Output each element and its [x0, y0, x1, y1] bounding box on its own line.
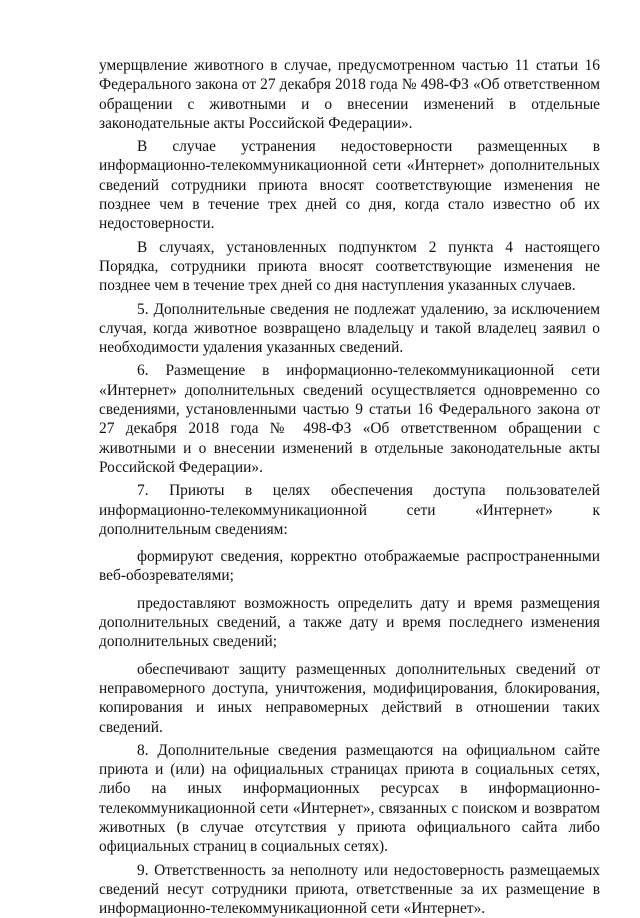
paragraph-item-7: 7. Приюты в целях обеспечения доступа пользователей информационно-телекоммуникационной сети «Интернет» к дополнительным сведениям:: [99, 482, 600, 538]
paragraph-item-5: 5. Дополнительные сведения не подлежат удалению, за исключением случая, когда животное возвращено владельцу и такой владелец заявил о необходимости удаления указанных сведений.: [99, 300, 600, 357]
paragraph-item-8: 8. Дополнительные сведения размещаются на официальном сайте приюта и (или) на официальных страницах приюта в социальных сетях, либо на иных информационных ресурсах в информационно-телекоммуникационной сети «Интернет», связанных с поиском и возвратом животных (в случае отсутствия у приюта официального сайта либо официальных страниц в социальных сетях).: [99, 741, 600, 856]
paragraph-item-7-provide: предоставляют возможность определить дату и время размещения дополнительных сведений, а также дату и время последнего изменения дополнительных сведений;: [99, 594, 600, 651]
paragraph-continuation: умерщвление животного в случае, предусмотренном частью 11 статьи 16 Федерального закона от 27 декабря 2018 года № 498-ФЗ «Об ответственном обращении с животными и о внесении изменений в отдельные законодательные акты Российской Федерации».: [99, 57, 600, 132]
paragraph-changes: В случаях, установленных подпунктом 2 пункта 4 настоящего Порядка, сотрудники приюта вносят соответствующие изменения не позднее чем в течение трех дней со дня наступления указанных случаев.: [99, 238, 600, 295]
paragraph-item-7-form: формируют сведения, корректно отображаемые распространенными веб-обозревателями;: [99, 548, 600, 585]
paragraph-item-7-protect: обеспечивают защиту размещенных дополнительных сведений от неправомерного доступа, уничтожения, модифицирования, блокирования, копирования и иных неправомерных действий в отношении таких сведений.: [99, 660, 600, 736]
paragraph-item-9: 9. Ответственность за неполноту или недостоверность размещаемых сведений несут сотрудники приюта, ответственные за их размещение в информационно-телекоммуникационной сети «Интернет».: [99, 861, 600, 918]
paragraph-item-6: 6. Размещение в информационно-телекоммуникационной сети «Интернет» дополнительных сведений осуществляется одновременно со сведениями, установленными частью 9 статьи 16 Федерального закона от 27 декабря 2018 года № 498-ФЗ «Об ответственном обращении с животными и о внесении изменений в отдельные законодательные акты Российской Федерации».: [99, 362, 600, 476]
paragraph-correction: В случае устранения недостоверности размещенных в информационно-телекоммуникационной сети «Интернет» дополнительных сведений сотрудники приюта вносят соответствующие изменения не позднее чем в течение трех дней со дня, когда стало известно об их недостоверности.: [99, 138, 600, 233]
